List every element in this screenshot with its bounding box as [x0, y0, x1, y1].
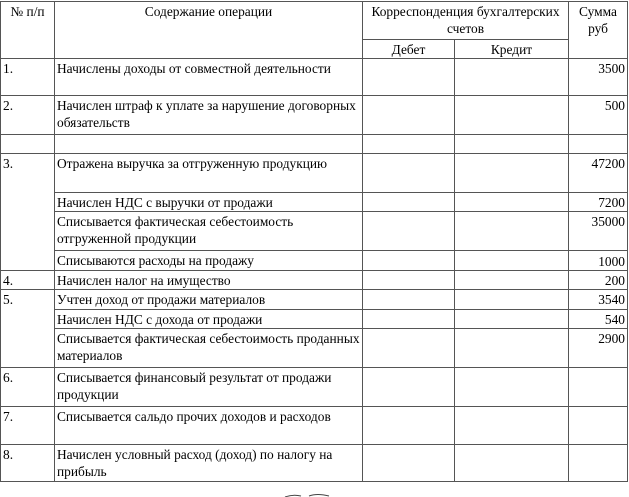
sum-cell: 3540: [569, 290, 628, 310]
credit-cell: [455, 445, 569, 482]
sum-cell: 3500: [569, 59, 628, 96]
row-number: 6.: [1, 368, 55, 407]
table-row: [1, 59, 628, 96]
table-row: [1, 445, 628, 482]
credit-cell: [455, 212, 569, 251]
operation-text: Учтен доход от продажи материалов: [55, 290, 363, 310]
table-row: [1, 271, 628, 290]
num-header: № п/п: [1, 2, 55, 59]
sum-cell: 47200: [569, 154, 628, 193]
table-row: [1, 96, 628, 135]
debit-header: Дебет: [363, 40, 455, 59]
table-row: [1, 212, 628, 251]
sum-cell: 7200: [569, 193, 628, 212]
table-row: [1, 251, 628, 271]
credit-cell: [455, 59, 569, 96]
table-row: [1, 193, 628, 212]
debit-cell: [363, 135, 455, 154]
operation-text: Отражена выручка за отгруженную продукцию: [55, 154, 363, 193]
debit-cell: [363, 271, 455, 290]
table-row: [1, 135, 628, 154]
operation-text: Начислен штраф к уплате за нарушение договорных обязательств: [55, 96, 363, 135]
operation-text: Списывается фактическая себестоимость отгруженной продукции: [55, 212, 363, 251]
cropped-text-fragment: [283, 493, 333, 497]
sum-cell: [569, 135, 628, 154]
sum-cell: 200: [569, 271, 628, 290]
debit-cell: [363, 59, 455, 96]
sum-cell: 2900: [569, 329, 628, 368]
debit-cell: [363, 212, 455, 251]
debit-cell: [363, 290, 455, 310]
header-row: [1, 2, 628, 40]
credit-header: Кредит: [455, 40, 569, 59]
operation-text: Начислен налог на имущество: [55, 271, 363, 290]
table-row: [1, 329, 628, 368]
table-row: [1, 154, 628, 193]
sum-cell: 540: [569, 310, 628, 329]
credit-cell: [455, 135, 569, 154]
table-row: [1, 310, 628, 329]
row-number: 4.: [1, 271, 55, 290]
debit-cell: [363, 445, 455, 482]
operation-text: Списывается фактическая себестоимость проданных материалов: [55, 329, 363, 368]
credit-cell: [455, 290, 569, 310]
content-header: Содержание операции: [55, 2, 363, 59]
sum-header: Сумма руб: [569, 2, 628, 59]
sum-cell: 500: [569, 96, 628, 135]
row-number: 2.: [1, 96, 55, 135]
sum-cell: [569, 445, 628, 482]
operation-text: Начислен условный расход (доход) по налогу на прибыль: [55, 445, 363, 482]
debit-cell: [363, 154, 455, 193]
debit-cell: [363, 329, 455, 368]
sum-cell: [569, 407, 628, 445]
credit-cell: [455, 329, 569, 368]
row-number: 1.: [1, 59, 55, 96]
operation-text: Списывается сальдо прочих доходов и расходов: [55, 407, 363, 445]
credit-cell: [455, 271, 569, 290]
sum-cell: [569, 368, 628, 407]
debit-cell: [363, 251, 455, 271]
debit-cell: [363, 310, 455, 329]
debit-cell: [363, 407, 455, 445]
credit-cell: [455, 368, 569, 407]
operation-text: [55, 135, 363, 154]
operation-text: Начислен НДС с дохода от продажи: [55, 310, 363, 329]
sum-cell: 1000: [569, 251, 628, 271]
debit-cell: [363, 96, 455, 135]
credit-cell: [455, 251, 569, 271]
credit-cell: [455, 193, 569, 212]
table-row: [1, 290, 628, 310]
debit-cell: [363, 368, 455, 407]
table-row: [1, 407, 628, 445]
row-number: 8.: [1, 445, 55, 482]
credit-cell: [455, 407, 569, 445]
row-number: 3.: [1, 154, 55, 271]
operation-text: Списывается финансовый результат от продажи продукции: [55, 368, 363, 407]
credit-cell: [455, 310, 569, 329]
sum-cell: 35000: [569, 212, 628, 251]
operation-text: Списываются расходы на продажу: [55, 251, 363, 271]
row-number: [1, 135, 55, 154]
debit-cell: [363, 193, 455, 212]
credit-cell: [455, 96, 569, 135]
credit-cell: [455, 154, 569, 193]
row-number: 5.: [1, 290, 55, 368]
operations-table: [0, 1, 628, 482]
table-row: [1, 368, 628, 407]
correspondence-header: Корреспонденция бухгалтерских счетов: [363, 2, 569, 40]
operation-text: Начислен НДС с выручки от продажи: [55, 193, 363, 212]
row-number: 7.: [1, 407, 55, 445]
operation-text: Начислены доходы от совместной деятельности: [55, 59, 363, 96]
